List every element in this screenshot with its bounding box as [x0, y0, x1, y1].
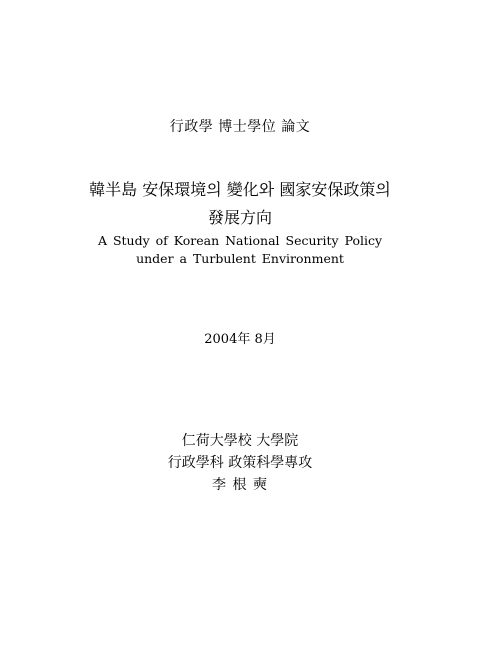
- english-title-line-1: A Study of Korean National Security Policy: [97, 233, 383, 248]
- university-name: 仁荷大學校 大學院: [181, 433, 299, 449]
- korean-title-line-1: 韓半島 安保環境의 變化와 國家安保政策의: [89, 180, 391, 199]
- degree-line: 行政學 博士學位 論文: [169, 119, 311, 135]
- submission-date: 2004年 8月: [204, 332, 276, 347]
- author-name: 李 根 奭: [212, 477, 268, 493]
- english-title-line-2: under a Turbulent Environment: [136, 251, 344, 266]
- department-name: 行政學科 政策科學專攻: [167, 455, 313, 471]
- korean-title-line-2: 發展方向: [207, 208, 272, 227]
